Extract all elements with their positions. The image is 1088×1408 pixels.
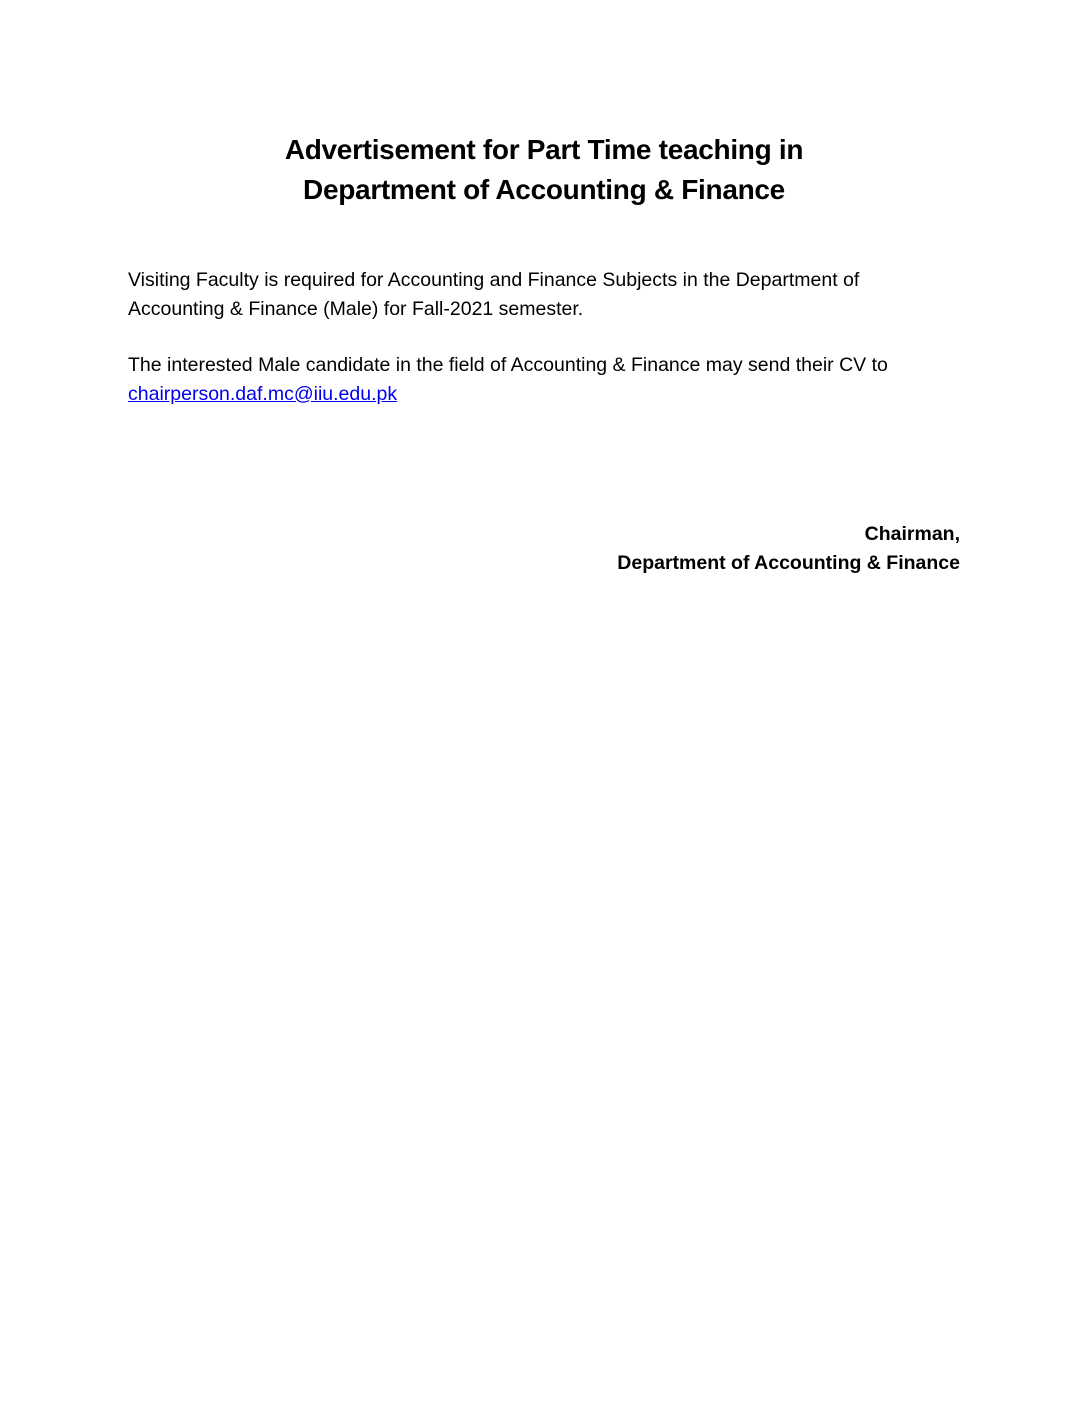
title-line-1: Advertisement for Part Time teaching in — [284, 134, 804, 165]
paragraph-1-line-1: Visiting Faculty is required for Accounting and Finance Subjects in the Department of — [128, 269, 860, 291]
document-body — [128, 266, 968, 436]
title-line-2: Department of Accounting & Finance — [303, 174, 785, 205]
signature-department: Department of Accounting & Finance — [617, 551, 960, 574]
signature-block — [617, 520, 960, 577]
signature-title: Chairman, — [864, 523, 960, 545]
paragraph-2-line-1: The interested Male candidate in the field of Accounting & Finance may send their CV to — [128, 354, 888, 376]
paragraph-requirement — [128, 266, 968, 323]
paragraph-1-line-2: Accounting & Finance (Male) for Fall-2021 semester. — [128, 297, 584, 320]
email-line — [128, 380, 968, 409]
document-title — [0, 130, 1088, 210]
email-link[interactable]: chairperson.daf.mc@iiu.edu.pk — [128, 382, 398, 405]
paragraph-application — [128, 351, 968, 408]
